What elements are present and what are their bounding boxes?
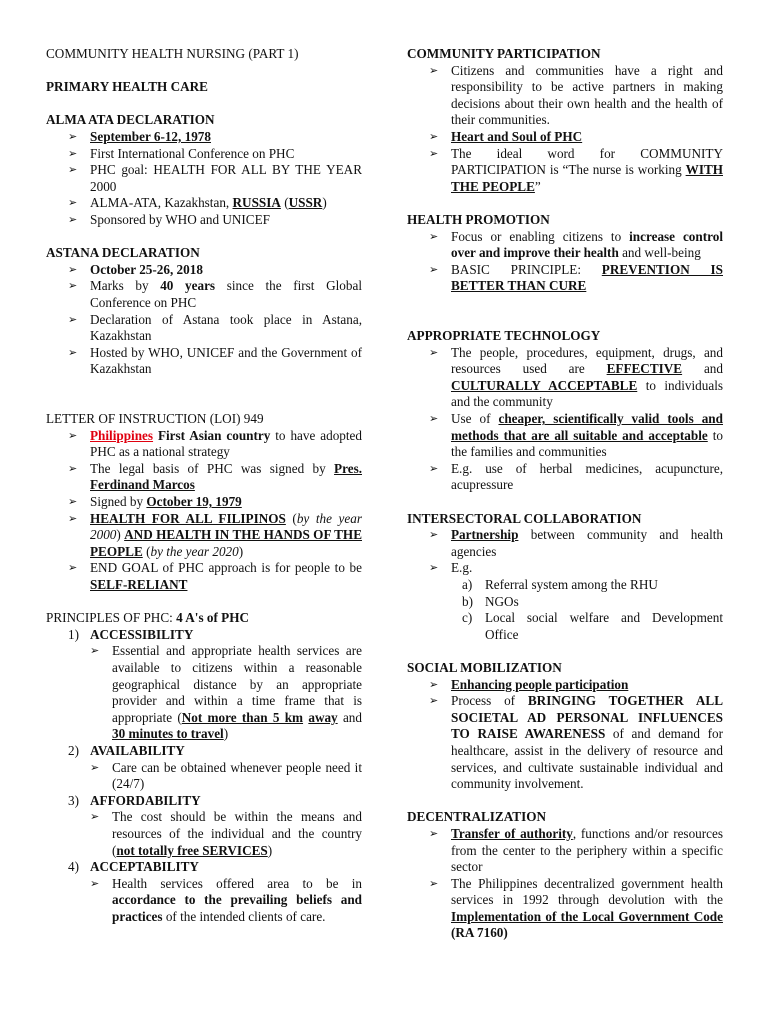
list-item: a) Referral system among the RHU [462,577,658,592]
community-participation-list [407,63,723,196]
decentralization-heading: DECENTRALIZATION [407,809,546,825]
health-promotion-heading: HEALTH PROMOTION [407,211,550,227]
principles-list [46,627,362,926]
examples-list [407,577,723,643]
list-item: c) Local social welfare and Development Office [462,610,723,642]
health-promotion-list [407,229,723,295]
list-item: ➢ Process of BRINGING TOGETHER ALL SOCIETAL AD PERSONAL INFLUENCES TO RAISE AWARENESS of and demand for healthcare, assist in the delivery of resource and services, and cultivate sustainable individual and community involvement. [451,693,723,793]
list-item: ➢ BASIC PRINCIPLE: PREVENTION IS BETTER THAN CURE [451,262,723,295]
astana-heading: ASTANA DECLARATION [46,245,200,261]
list-item: ➢ October 25-26, 2018 [90,262,362,279]
list-item: ➢ Health services offered area to be in accordance to the prevailing beliefs and practices of the intended clients of care. [112,876,362,926]
list-item: ➢ September 6-12, 1978 [90,129,362,146]
alma-ata-heading: ALMA ATA DECLARATION [46,112,215,128]
list-item: ➢ E.g. [451,560,723,577]
list-item: ➢ Enhancing people participation [451,677,723,694]
list-item: ➢ Marks by 40 years since the first Global Conference on PHC [90,278,362,311]
intersectoral-collaboration-heading: INTERSECTORAL COLLABORATION [407,510,642,526]
list-item: ➢ Sponsored by WHO and UNICEF [90,212,362,229]
principles-heading: PRINCIPLES OF PHC: 4 A's of PHC [46,610,249,626]
appropriate-technology-list [407,345,723,494]
list-item: ➢ Hosted by WHO, UNICEF and the Government of Kazakhstan [90,345,362,378]
intersectoral-collaboration-list [407,527,723,577]
community-participation-heading: COMMUNITY PARTICIPATION [407,46,601,61]
list-item: ➢ ALMA-ATA, Kazakhstan, RUSSIA (USSR) [90,195,362,212]
principle-accessibility: 1) ACCESSIBILITY ➢ Essential and appropriate health services are available to citizens within a reasonable geographical distance by an appropriate provider and within a time frame that is appropriate (Not more than 5 km away and 30 minutes to travel) [46,627,362,743]
list-item: ➢ First International Conference on PHC [90,146,362,163]
list-item: ➢ Philippines First Asian country to have adopted PHC as a national strategy [90,428,362,461]
principle-affordability: 3) AFFORDABILITY ➢ The cost should be within the means and resources of the individual and the country (not totally free SERVICES) [46,793,362,859]
list-item: ➢ PHC goal: HEALTH FOR ALL BY THE YEAR 2000 [90,162,362,195]
list-item: ➢ Partnership between community and health agencies [451,527,723,560]
left-column [46,46,362,925]
list-item: ➢ Essential and appropriate health services are available to citizens within a reasonable geographical distance by an appropriate provider and within a time frame that is appropriate (Not more than 5 km away and 30 minutes to travel) [112,643,362,743]
list-item: ➢ Focus or enabling citizens to increase control over and improve their health and well-being [451,229,723,262]
astana-list [46,262,362,378]
list-item: ➢ The Philippines decentralized government health services in 1992 through devolution with the Implementation of the Local Government Code (RA 7160) [451,876,723,942]
document-title: COMMUNITY HEALTH NURSING (PART 1) [46,46,299,61]
alma-ata-list [46,129,362,229]
right-column [407,46,723,942]
phc-heading: PRIMARY HEALTH CARE [46,79,208,95]
list-item: ➢ Citizens and communities have a right and responsibility to be active partners in making decisions about their own health and the health of their communities. [451,63,723,129]
loi-list [46,428,362,594]
principle-availability: 2) AVAILABILITY ➢ Care can be obtained whenever people need it (24/7) [46,743,362,793]
list-item: ➢ The people, procedures, equipment, drugs, and resources used are EFFECTIVE and CULTURALLY ACCEPTABLE to individuals and the community [451,345,723,411]
social-mobilization-heading: SOCIAL MOBILIZATION [407,659,562,675]
decentralization-list [407,826,723,942]
appropriate-technology-heading: APPROPRIATE TECHNOLOGY [407,328,601,344]
social-mobilization-list [407,677,723,793]
list-item: ➢ HEALTH FOR ALL FILIPINOS (by the year 2000) AND HEALTH IN THE HANDS OF THE PEOPLE (by the year 2020) [90,511,362,561]
list-item: ➢ Transfer of authority, functions and/or resources from the center to the periphery within a specific sector [451,826,723,876]
list-item: ➢ The legal basis of PHC was signed by Pres. Ferdinand Marcos [90,461,362,494]
principle-acceptability: 4) ACCEPTABILITY ➢ Health services offered area to be in accordance to the prevailing beliefs and practices of the intended clients of care. [46,859,362,925]
list-item: ➢ E.g. use of herbal medicines, acupuncture, acupressure [451,461,723,494]
list-item: ➢ Signed by October 19, 1979 [90,494,362,511]
list-item: b) NGOs [462,593,519,609]
list-item: ➢ Care can be obtained whenever people need it (24/7) [112,760,362,793]
list-item: ➢ The ideal word for COMMUNITY PARTICIPATION is “The nurse is working WITH THE PEOPLE” [451,146,723,196]
list-item: ➢ Use of cheaper, scientifically valid tools and methods that are all suitable and acceptable to the families and communities [451,411,723,461]
loi-heading: LETTER OF INSTRUCTION (LOI) 949 [46,411,264,427]
list-item: ➢ Declaration of Astana took place in Astana, Kazakhstan [90,312,362,345]
list-item: ➢ Heart and Soul of PHC [451,129,723,146]
list-item: ➢ END GOAL of PHC approach is for people to be SELF-RELIANT [90,560,362,593]
list-item: ➢ The cost should be within the means and resources of the individual and the country (not totally free SERVICES) [112,809,362,859]
